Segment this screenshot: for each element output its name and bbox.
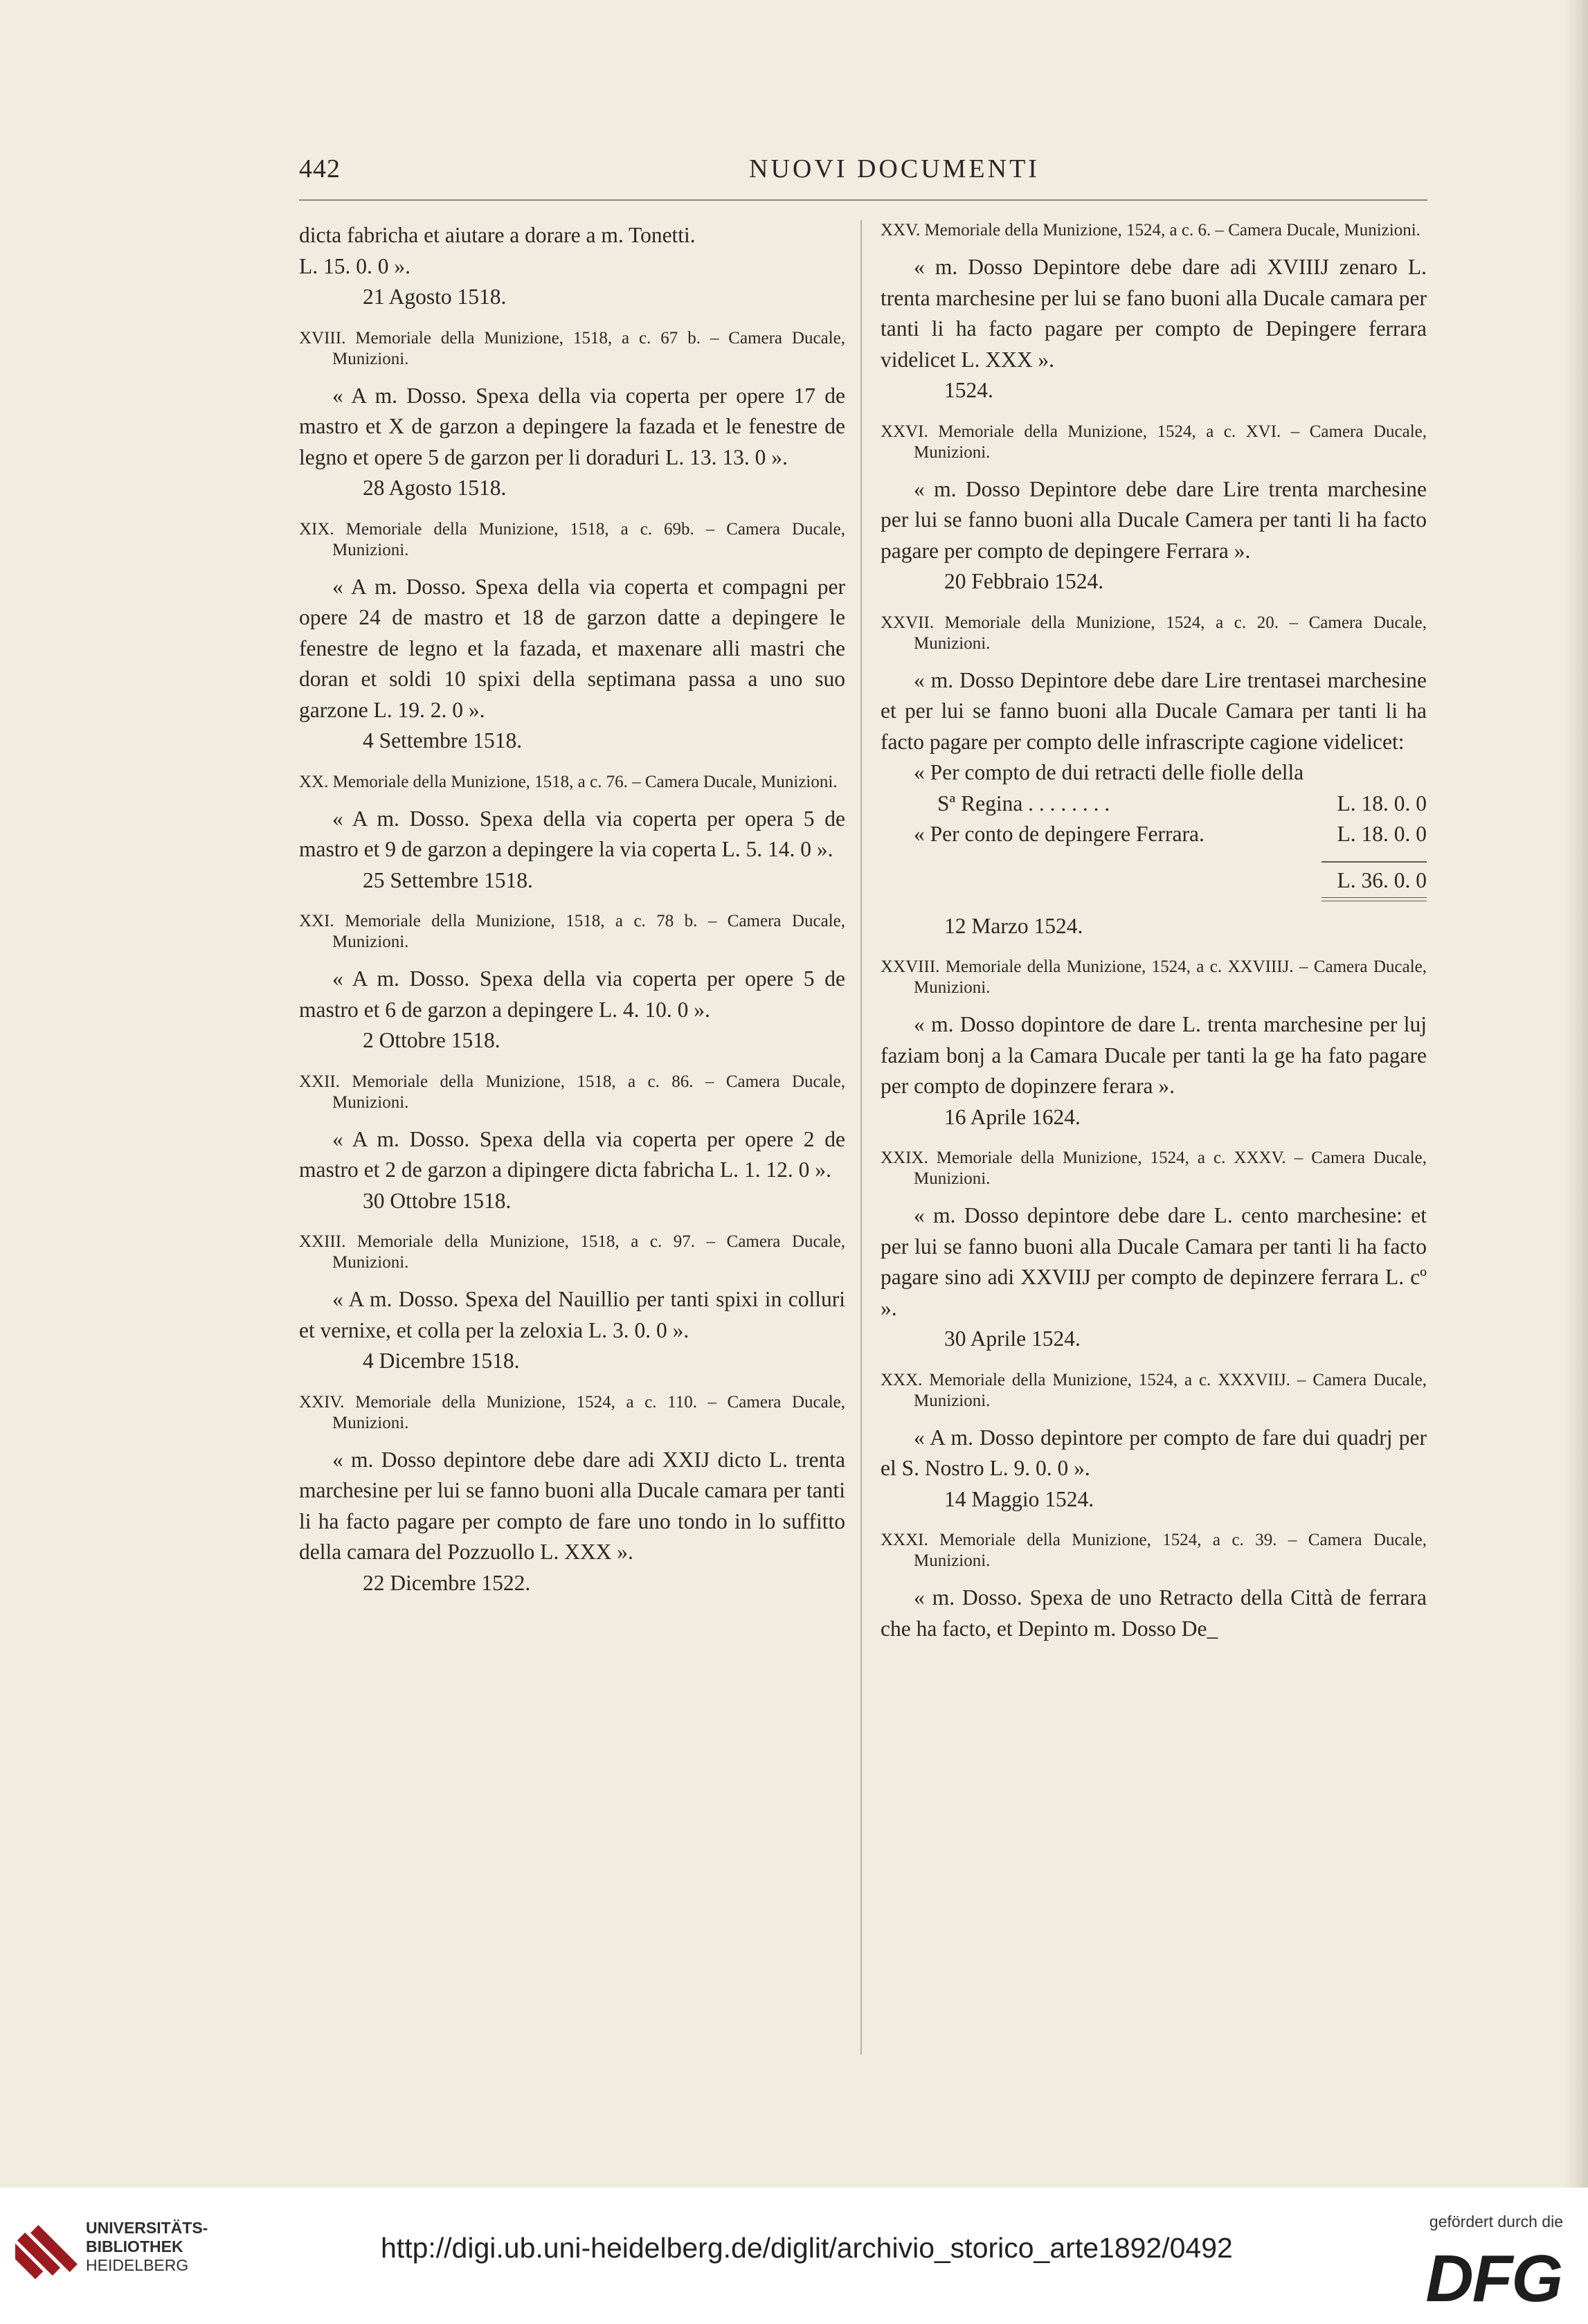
entry-source: XXX. Memoriale della Munizione, 1524, a c. XXXVIIJ. – Camera Ducale, Munizioni. — [881, 1370, 1427, 1410]
entry-text: « A m. Dosso. Spexa del Nauillio per tanti spixi in colluri et vernixe, et colla per la zeloxia L. 3. 0. 0 ». — [299, 1287, 845, 1342]
permalink-url[interactable]: http://digi.ub.uni-heidelberg.de/diglit/archivio_storico_arte1892/0492 — [381, 2232, 1233, 2264]
entry-xxxi — [881, 1530, 1427, 1644]
entry-date: 16 Aprile 1624. — [944, 1104, 1081, 1129]
entry-date: 28 Agosto 1518. — [363, 476, 507, 500]
entry-text: « m. Dosso dopintore de dare L. trenta marchesine per luj faziam bonj a la Camara Ducale per tanti la ge ha fato pagare per compto de dopinzere ferara ». — [881, 1012, 1427, 1098]
page-edge-shadow — [1564, 0, 1588, 2188]
entry-xxi — [299, 911, 845, 1056]
entry-source: XXIX. Memoriale della Munizione, 1524, a c. XXXV. – Camera Ducale, Munizioni. — [881, 1149, 1427, 1188]
entry-xxix — [881, 1148, 1427, 1355]
entry-xxvi — [881, 422, 1427, 597]
right-column — [881, 220, 1427, 1644]
entry-text: « A m. Dosso. Spexa della via coperta per opere 5 de mastro et 6 de garzon a depingere L. 4. 10. 0 ». — [299, 966, 845, 1022]
entry-text: « m. Dosso Depintore debe dare adi XVIIIJ zenaro L. trenta marchesine per lui se fano buoni alla Ducale camara per tanti li ha facto pagare per compto de Depingere ferrara videlicet L. XXX ». — [881, 255, 1427, 372]
entry-xxv — [881, 220, 1427, 406]
page-number: 442 — [299, 154, 341, 183]
dfg-logo-icon: DFG — [1425, 2242, 1562, 2316]
running-head — [299, 154, 1427, 195]
ledger-amount: L. 18. 0. 0 — [1337, 791, 1427, 816]
ledger-label: « Per conto de depingere Ferrara. — [914, 822, 1204, 846]
entry-source: XXVI. Memoriale della Munizione, 1524, a c. XVI. – Camera Ducale, Munizioni. — [881, 422, 1427, 462]
entry-xxiii — [299, 1232, 845, 1377]
total-double-rule — [1321, 897, 1427, 901]
entry-xix — [299, 519, 845, 757]
library-name-line: BIBLIOTHEK — [86, 2237, 183, 2255]
entry-source: XXXI. Memoriale della Munizione, 1524, a c. 39. – Camera Ducale, Munizioni. — [881, 1531, 1427, 1570]
entry-source: XIX. Memoriale della Munizione, 1518, a c. 69b. – Camera Ducale, Munizioni. — [299, 519, 845, 559]
entry-date: 2 Ottobre 1518. — [363, 1028, 500, 1052]
entry-xviii — [299, 328, 845, 504]
entry-text: « m. Dosso. Spexa de uno Retracto della Città de ferrara che ha facto, et Depinto m. Dosso De_ — [881, 1585, 1427, 1641]
entry-text: « m. Dosso Depintore debe dare Lire trentasei marchesine et per lui se fanno buoni alla Ducale Camara per tanti li ha facto pagare per compto delle infrascripte cagione videlicet: — [881, 667, 1427, 754]
header-rule — [299, 199, 1427, 201]
intro-line-1: dicta fabricha et aiutare a dorare a m. Tonetti. — [299, 223, 696, 247]
entry-source: XXII. Memoriale della Munizione, 1518, a c. 86. – Camera Ducale, Munizioni. — [299, 1072, 845, 1112]
entry-text: « A m. Dosso. Spexa della via coperta per opere 2 de mastro et 2 de garzon a dipingere dicta fabricha L. 1. 12. 0 ». — [299, 1126, 845, 1182]
entry-source: XXIV. Memoriale della Munizione, 1524, a c. 110. – Camera Ducale, Munizioni. — [299, 1392, 845, 1432]
entry-xxii — [299, 1072, 845, 1217]
total-rule — [1321, 861, 1427, 863]
entry-source: XXI. Memoriale della Munizione, 1518, a c. 78 b. – Camera Ducale, Munizioni. — [299, 912, 845, 951]
entry-date: 14 Maggio 1524. — [944, 1486, 1094, 1511]
entry-date: 4 Settembre 1518. — [363, 728, 523, 753]
digitization-footer — [0, 2188, 1588, 2324]
entry-text: « A m. Dosso. Spexa della via coperta per opera 5 de mastro et 9 de garzon a depingere la via coperta L. 5. 14. 0 ». — [299, 806, 845, 861]
entry-text: « m. Dosso depintore debe dare L. cento marchesine: et per lui se fanno buoni alla Ducale Camara per tanti li ha facto pagare sino adi XXVIIJ per compto de depinzere ferrara L. cº ». — [881, 1203, 1427, 1320]
library-name-line: HEIDELBERG — [86, 2256, 189, 2274]
entry-xxiv — [299, 1392, 845, 1599]
ledger-amount: L. 18. 0. 0 — [1337, 822, 1427, 846]
entry-date: 12 Marzo 1524. — [944, 913, 1083, 938]
funding-caption: gefördert durch die — [1429, 2213, 1563, 2231]
ledger-label: Sª Regina . . . . . . . . — [937, 791, 1110, 816]
entry-date: 4 Dicembre 1518. — [363, 1349, 520, 1373]
entry-date: 1524. — [944, 378, 993, 402]
ledger-line — [881, 789, 1427, 820]
entry-date: 30 Aprile 1524. — [944, 1326, 1081, 1351]
entry-text: « A m. Dosso. Spexa della via coperta et compagni per opere 24 de mastro et 18 de garzon datte a depingere le fenestre de legno et la fazada, et maxenare alli mastri che doran et soldi 10 spixi della septimana passa a uno suo garzone L. 19. 2. 0 ». — [299, 574, 845, 722]
entry-xxviii — [881, 957, 1427, 1133]
library-name-line: UNIVERSITÄTS- — [86, 2219, 208, 2237]
library-name — [86, 2219, 208, 2275]
entry-text: « A m. Dosso depintore per compto de fare dui quadrj per el S. Nostro L. 9. 0. 0 ». — [881, 1425, 1427, 1480]
entry-xx — [299, 772, 845, 897]
entry-date: 25 Settembre 1518. — [363, 867, 533, 892]
entry-source: XXVII. Memoriale della Munizione, 1524, a c. 20. – Camera Ducale, Munizioni. — [881, 613, 1427, 653]
entry-date: 20 Febbraio 1524. — [944, 569, 1104, 593]
ledger-total — [881, 850, 1427, 896]
entry-text: « m. Dosso depintore debe dare adi XXIJ dicto L. trenta marchesine per lui se fanno buoni alla Ducale camara per tanti li ha facto pagare per compto de fare uno tondo in lo suffitto della camara del Pozzuollo L. XXX ». — [299, 1447, 845, 1564]
entry-source: XXIII. Memoriale della Munizione, 1518, a c. 97. – Camera Ducale, Munizioni. — [299, 1232, 845, 1272]
running-title: NUOVI DOCUMENTI — [749, 154, 1040, 183]
intro-date: 21 Agosto 1518. — [363, 285, 507, 309]
entry-source: XXV. Memoriale della Munizione, 1524, a c. 6. – Camera Ducale, Munizioni. — [881, 221, 1420, 240]
ledger-total-amount: L. 36. 0. 0 — [1337, 867, 1427, 892]
entry-text: « A m. Dosso. Spexa della via coperta per opere 17 de mastro et X de garzon a depingere la fazada et le fenestre de legno et opere 5 de garzon per li doraduri L. 13. 13. 0 ». — [299, 383, 845, 469]
ledger-label: « Per compto de dui retracti delle fiolle della — [914, 760, 1304, 784]
entry-xxx — [881, 1370, 1427, 1515]
entry-source: XX. Memoriale della Munizione, 1518, a c. 76. – Camera Ducale, Munizioni. — [299, 772, 838, 791]
ledger-line — [881, 819, 1427, 850]
intro-line-2: L. 15. 0. 0 ». — [299, 253, 410, 278]
entry-date: 22 Dicembre 1522. — [363, 1570, 531, 1595]
entry-source: XXVIII. Memoriale della Munizione, 1524, a c. XXVIIIJ. – Camera Ducale, Munizioni. — [881, 957, 1427, 997]
entry-text: « m. Dosso Depintore debe dare Lire trenta marchesine per lui se fanno buoni alla Ducale Camera per tanti li ha facto pagare per compto de depingere Ferrara ». — [881, 476, 1427, 563]
entry-date: 30 Ottobre 1518. — [363, 1188, 512, 1213]
entry-xxvii — [881, 613, 1427, 942]
ledger-line — [881, 757, 1427, 789]
university-library-logo-icon — [15, 2217, 79, 2286]
column-divider — [860, 220, 862, 2055]
entry-source: XVIII. Memoriale della Munizione, 1518, a c. 67 b. – Camera Ducale, Munizioni. — [299, 328, 845, 368]
left-column — [299, 220, 845, 1614]
